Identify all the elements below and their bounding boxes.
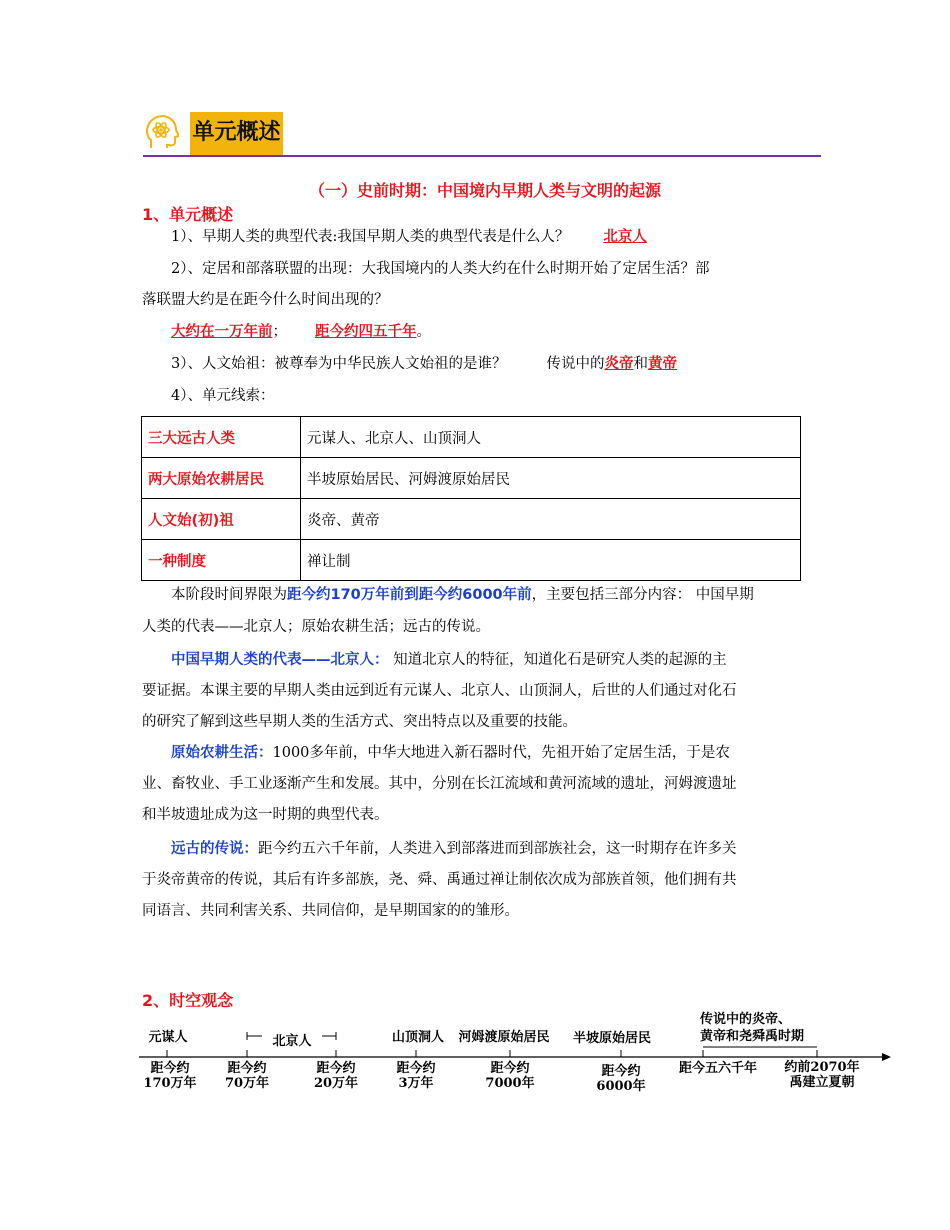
p2-a: 知道北京人的特征，知道化石是研究人类的起源的主: [388, 652, 727, 668]
q2-sep: ；: [272, 324, 287, 340]
table-row: [142, 417, 801, 458]
tl-top-hemudu: 河姆渡原始居民: [458, 1030, 550, 1045]
tl-bottom-7000-a: 距今约: [490, 1061, 530, 1076]
tl-bottom-20: [307, 1061, 365, 1091]
p3-label: 原始农耕生活：: [171, 745, 273, 761]
table-key: 两大原始农耕居民: [142, 458, 301, 499]
q2-line2: 落联盟大约是在距今什么时间出现的？: [142, 292, 389, 308]
timeline: [0, 1000, 950, 1110]
tl-bottom-20-a: 距今约: [316, 1061, 356, 1076]
q2-answer1: 大约在一万年前: [171, 324, 273, 340]
table-row: [142, 499, 801, 540]
tl-bottom-6000-b: 6000年: [596, 1079, 646, 1094]
q1-text: 1）、早期人类的典型代表:我国早期人类的典型代表是什么人？: [171, 229, 570, 245]
p1-b: 距今约170万年前到距今约6000年前: [287, 587, 532, 603]
para-2-line1: [142, 645, 810, 676]
q3-text: 3）、人文始祖：被尊奉为中华民族人文始祖的是谁？: [171, 356, 507, 372]
tl-top-banpo: 半坡原始居民: [572, 1031, 651, 1046]
tl-top-legend-2: 黄帝和尧舜禹时期: [700, 1029, 805, 1044]
tl-bottom-3w: [387, 1061, 445, 1091]
tl-bottom-170-b: 170万年: [143, 1076, 197, 1091]
tl-bottom-70-b: 70万年: [224, 1076, 270, 1091]
tl-bottom-20-b: 20万年: [313, 1076, 359, 1091]
table-row: [142, 458, 801, 499]
tl-bottom-xia-a: 约前2070年: [784, 1060, 860, 1075]
table-key: 三大远古人类: [142, 417, 301, 458]
table-row: [142, 540, 801, 581]
tl-bottom-xia-b: 禹建立夏朝: [789, 1075, 855, 1090]
table-value: 禅让制: [301, 540, 801, 581]
header-rule: [143, 155, 821, 157]
q2-end: 。: [416, 324, 431, 340]
q4-text: 4）、单元线索：: [171, 388, 275, 404]
section-title: （一）史前时期：中国境内早期人类与文明的起源: [308, 181, 661, 200]
p4-label: 远古的传说：: [171, 841, 258, 857]
q3: [142, 349, 810, 380]
table-value: 半坡原始居民、河姆渡原始居民: [301, 458, 801, 499]
table-value: 元谋人、北京人、山顶洞人: [301, 417, 801, 458]
tl-bottom-wuliu: [668, 1061, 768, 1076]
p1-a: 本阶段时间界限为: [171, 587, 287, 603]
para-3-line2: 业、畜牧业、手工业逐渐产生和发展。其中，分别在长江流域和黄河流域的遗址，河姆渡遗址: [142, 776, 737, 792]
tl-bottom-70-a: 距今约: [227, 1061, 267, 1076]
clues-table: [141, 416, 801, 581]
p1-c: ，主要包括三部分内容： 中国早期: [531, 587, 754, 603]
para-2-line2: 要证据。本课主要的早期人类由远到近有元谋人、北京人、山顶洞人，后世的人们通过对化石: [142, 683, 737, 699]
q2-line1: [142, 254, 810, 285]
q1-answer: 北京人: [603, 229, 647, 245]
tl-bottom-xia: [776, 1060, 868, 1090]
q4: [142, 381, 810, 412]
brain-atom-icon: [143, 112, 179, 152]
para-1-line2: 人类的代表——北京人；原始农耕生活；远古的传说。: [142, 619, 490, 635]
p4-a: 距今约五六千年前，人类进入到部落进而到部族社会，这一时期存在许多关: [258, 841, 737, 857]
table-key: 人文始(初)祖: [142, 499, 301, 540]
part1-heading: 1、单元概述: [142, 205, 234, 224]
tl-top-legend-1: 传说中的炎帝、: [700, 1012, 792, 1027]
tl-bottom-6000-a: 距今约: [601, 1064, 641, 1079]
tl-bottom-6000: [592, 1064, 650, 1094]
tl-bottom-70: [218, 1061, 276, 1091]
para-1-line1: [142, 580, 810, 611]
q3-answer2: 黄帝: [647, 356, 677, 372]
q1: [142, 222, 810, 253]
para-4-line2: 于炎帝黄帝的传说，其后有许多部族，尧、舜、禹通过禅让制依次成为部族首领，他们拥有共: [142, 872, 737, 888]
tl-bottom-3w-b: 3万年: [398, 1076, 434, 1091]
timeline-arrow-icon: [882, 1053, 891, 1061]
p2-label: 中国早期人类的代表——北京人：: [171, 652, 389, 668]
table-key: 一种制度: [142, 540, 301, 581]
tl-top-beijing: 北京人: [262, 1034, 322, 1049]
tl-bottom-3w-a: 距今约: [396, 1061, 436, 1076]
q2-answers: [142, 317, 810, 348]
para-4-line3: 同语言、共同利害关系、共同信仰，是早期国家的的雏形。: [142, 903, 519, 919]
tl-bottom-170-a: 距今约: [150, 1061, 190, 1076]
q3-and: 和: [633, 356, 648, 372]
tl-bottom-wuliu-a: 距今五六千年: [678, 1061, 757, 1076]
tl-bottom-7000: [481, 1061, 539, 1091]
para-3-line3: 和半坡遗址成为这一时期的典型代表。: [142, 807, 389, 823]
q3-prefix: 传说中的: [546, 356, 605, 372]
header-title: 单元概述: [190, 112, 283, 156]
timeline-graphics: [0, 1000, 950, 1110]
para-3-line1: [142, 738, 810, 769]
tl-top-shanding: 山顶洞人: [391, 1030, 444, 1045]
para-2-line3: 的研究了解到这些早期人类的生活方式、突出特点以及重要的技能。: [142, 714, 577, 730]
q2-line1-text: 2）、定居和部落联盟的出现：大我国境内的人类大约在什么时期开始了定居生活？部: [171, 261, 710, 277]
table-value: 炎帝、黄帝: [301, 499, 801, 540]
para-4-line1: [142, 834, 810, 865]
q3-answer1: 炎帝: [604, 356, 634, 372]
tl-bottom-7000-b: 7000年: [485, 1076, 535, 1091]
part2-heading: 2、时空观念: [142, 991, 234, 1010]
header-icon-wrap: [143, 112, 179, 152]
tl-bottom-170: [140, 1061, 200, 1091]
q2-answer2: 距今约四五千年: [315, 324, 417, 340]
p3-a: 1000多年前，中华大地进入新石器时代，先祖开始了定居生活，于是农: [272, 745, 730, 761]
tl-top-yuanmou: 元谋人: [148, 1030, 188, 1045]
